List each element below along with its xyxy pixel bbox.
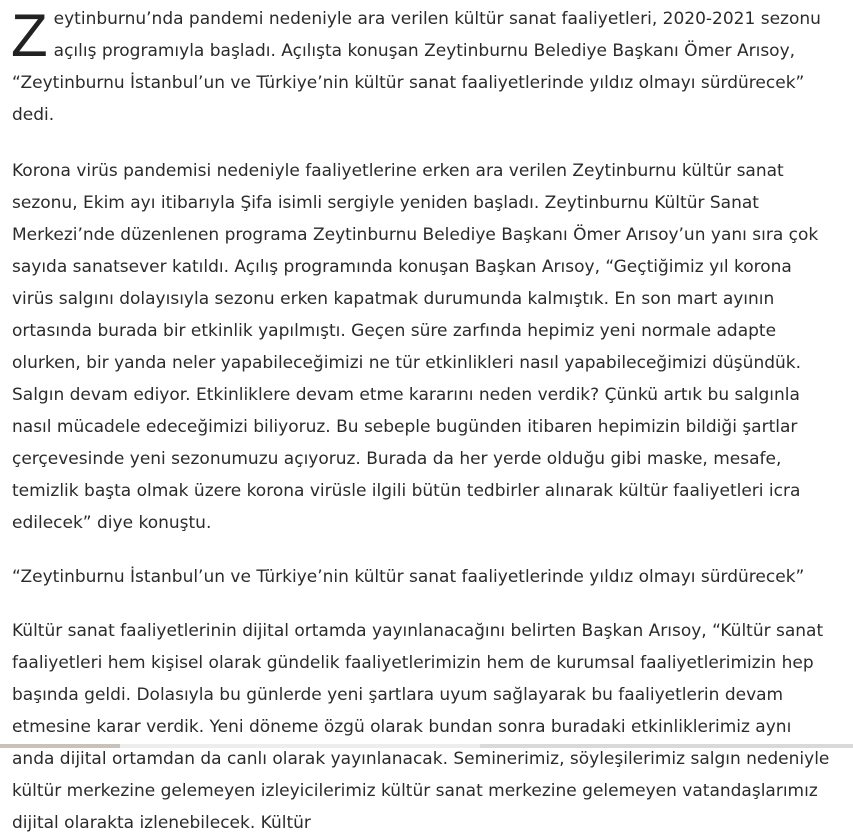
paragraph-4: Kültür sanat faaliyetlerinin dijital ortamda yayınlanacağını belirten Başkan Arısoy, “Kültür sanat faaliyetleri hem kişisel olarak gündelik faaliyetlerimizin hem de kurumsal faaliyetlerimizin hep başında geldi. Dolasıyla bu günlerde yeni şartlara uyum sağlayarak bu faaliyetlerin devam etmesine karar verdik. Yeni döneme özgü olarak bundan sonra buradaki etkinliklerimiz aynı anda dijital ortamdan da canlı olarak yayınlanacak. Seminerimiz, söyleşilerimiz salgın nedeniyle kültür merkezine gelemeyen izleyicilerimiz kültür sanat merkezine gelemeyen vatandaşlarımız dijital olarakta izlenebilecek. Kültür [12, 621, 830, 833]
bottom-image-edge [0, 744, 853, 748]
lead-paragraph [12, 3, 837, 131]
quote-subheading: “Zeytinburnu İstanbul’un ve Türkiye’nin kültür sanat faaliyetlerinde yıldız olmayı sürdürecek” [12, 567, 805, 587]
drop-cap: Z [11, 2, 48, 69]
lead-text: eytinburnu’nda pandemi nedeniyle ara verilen kültür sanat faaliyetleri, 2020-2021 sezonu açılış programıyla başladı. Açılışta konuşan Zeytinburnu Belediye Başkanı Ömer Arısoy, “Zeytinburnu İstanbul’un ve Türkiye’nin kültür sanat faaliyetlerinde yıldız olmayı sürdürecek” dedi. [12, 9, 821, 125]
paragraph-2: Korona virüs pandemisi nedeniyle faaliyetlerine erken ara verilen Zeytinburnu kültür sanat sezonu, Ekim ayı itibarıyla Şifa isimli sergiyle yeniden başladı. Zeytinburnu Kültür Sanat Merkezi’nde düzenlenen programa Zeytinburnu Belediye Başkanı Ömer Arısoy’un yanı sıra çok sayıda sanatsever katıldı. Açılış programında konuşan Başkan Arısoy, “Geçtiğimiz yıl korona virüs salgını dolayısıyla sezonu erken kapatmak durumunda kalmıştık. En son mart ayının ortasında burada bir etkinlik yapılmıştı. Geçen süre zarfında hepimiz yeni normale adapte olurken, bir yanda neler yapabileceğimizi ne tür etkinlikleri nasıl yapabileceğimizi düşündük. Salgın devam ediyor. Etkinliklere devam etme kararını neden verdik? Çünkü artık bu salgınla nasıl mücadele edeceğimizi biliyoruz. Bu sebeple bugünden itibaren hepimizin bildiği şartlar çerçevesinde yeni sezonumuzu açıyoruz. Burada da her yerde olduğu gibi maske, mesafe, temizlik başta olmak üzere korona virüsle ilgili bütün tedbirler alınarak kültür faaliyetleri icra edilecek” diye konuştu. [12, 161, 819, 533]
article-body [12, 3, 837, 839]
